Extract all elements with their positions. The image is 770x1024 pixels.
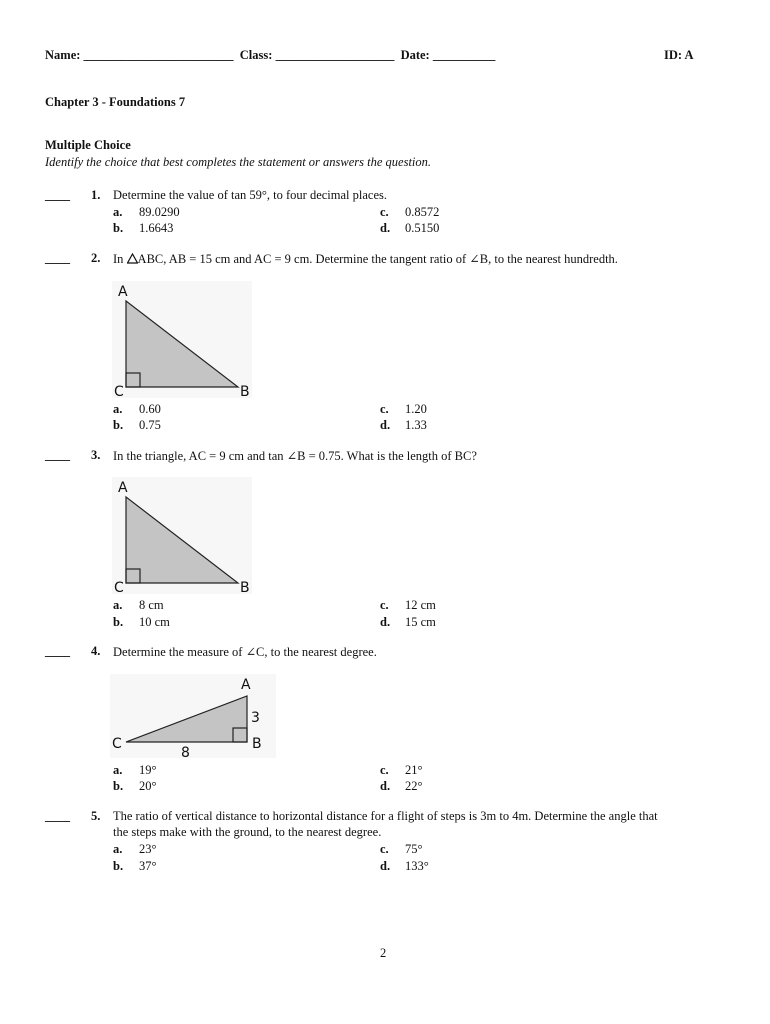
vertex-label-c: C [112, 736, 122, 752]
vertex-label-b: B [252, 736, 262, 752]
option-a[interactable]: 8 cm [139, 598, 164, 612]
date-label: Date: [400, 48, 430, 62]
vertex-label-b: B [240, 384, 250, 398]
option-c[interactable]: 21° [405, 763, 423, 777]
question-text-line-1: The ratio of vertical distance to horizontal distance for a flight of steps is 3m to 4m. Determine the angle that [113, 809, 658, 823]
option-letter: a. [113, 402, 123, 416]
question-text: In the triangle, AC = 9 cm and tan ∠B = 0.75. What is the length of BC? [113, 449, 477, 463]
question-text [113, 251, 618, 267]
triangle-figure-q3 [112, 477, 252, 594]
option-letter: c. [380, 842, 389, 856]
option-b[interactable]: 0.75 [139, 418, 161, 432]
side-label-horizontal: 8 [181, 745, 190, 760]
option-letter: d. [380, 859, 391, 873]
vertex-label-c: C [114, 580, 124, 594]
option-letter: d. [380, 418, 391, 432]
option-c[interactable]: 0.8572 [405, 205, 440, 219]
option-c[interactable]: 75° [405, 842, 423, 856]
option-c[interactable]: 12 cm [405, 598, 436, 612]
vertex-label-b: B [240, 580, 250, 594]
section-title: Multiple Choice [45, 138, 131, 152]
option-b[interactable]: 37° [139, 859, 157, 873]
question-number: 3. [91, 448, 101, 462]
chapter-title: Chapter 3 - Foundations 7 [45, 95, 186, 109]
option-letter: b. [113, 779, 124, 793]
section-instructions: Identify the choice that best completes the statement or answers the question. [45, 155, 432, 169]
class-label: Class: [239, 48, 273, 62]
name-field[interactable]: ________________________ [83, 48, 234, 62]
option-letter: c. [380, 598, 389, 612]
question-number: 4. [91, 644, 101, 658]
option-letter: a. [113, 598, 123, 612]
option-letter: a. [113, 205, 123, 219]
option-a[interactable]: 89.0290 [139, 205, 180, 219]
option-d[interactable]: 15 cm [405, 615, 436, 629]
option-a[interactable]: 19° [139, 763, 157, 777]
option-letter: d. [380, 615, 391, 629]
option-letter: d. [380, 221, 391, 235]
option-b[interactable]: 20° [139, 779, 157, 793]
option-c[interactable]: 1.20 [405, 402, 427, 416]
question-text: Determine the value of tan 59°, to four decimal places. [113, 188, 387, 202]
vertex-label-a: A [118, 284, 128, 300]
question-text-prefix: In [113, 252, 127, 266]
question-text: Determine the measure of ∠C, to the nearest degree. [113, 645, 377, 659]
answer-blank[interactable]: ____ [45, 644, 70, 658]
option-a[interactable]: 0.60 [139, 402, 161, 416]
triangle-symbol-icon [127, 253, 138, 264]
option-a[interactable]: 23° [139, 842, 157, 856]
option-letter: c. [380, 763, 389, 777]
side-label-vertical: 3 [251, 710, 260, 726]
header-line [45, 48, 495, 63]
option-letter: b. [113, 859, 124, 873]
option-d[interactable]: 133° [405, 859, 429, 873]
option-d[interactable]: 1.33 [405, 418, 427, 432]
answer-blank[interactable]: ____ [45, 809, 70, 823]
question-text-line-2: the steps make with the ground, to the nearest degree. [113, 825, 382, 839]
option-letter: c. [380, 205, 389, 219]
triangle-figure-q2 [112, 281, 252, 398]
option-b[interactable]: 10 cm [139, 615, 170, 629]
question-number: 1. [91, 188, 101, 202]
answer-blank[interactable]: ____ [45, 448, 70, 462]
answer-blank[interactable]: ____ [45, 188, 70, 202]
date-field[interactable]: __________ [432, 48, 496, 62]
option-letter: a. [113, 842, 123, 856]
option-d[interactable]: 0.5150 [405, 221, 440, 235]
vertex-label-a: A [241, 677, 251, 693]
vertex-label-a: A [118, 480, 128, 496]
page-number: 2 [380, 946, 387, 960]
name-label: Name: [45, 48, 81, 62]
option-d[interactable]: 22° [405, 779, 423, 793]
answer-blank[interactable]: ____ [45, 251, 70, 265]
class-field[interactable]: ___________________ [275, 48, 395, 62]
option-b[interactable]: 1.6643 [139, 221, 174, 235]
question-number: 5. [91, 809, 101, 823]
option-letter: b. [113, 418, 124, 432]
question-number: 2. [91, 251, 101, 265]
id-label: ID: A [664, 48, 694, 62]
option-letter: d. [380, 779, 391, 793]
triangle-figure-q4 [110, 672, 276, 760]
option-letter: b. [113, 221, 124, 235]
option-letter: a. [113, 763, 123, 777]
option-letter: c. [380, 402, 389, 416]
option-letter: b. [113, 615, 124, 629]
question-text-body: ABC, AB = 15 cm and AC = 9 cm. Determine the tangent ratio of ∠B, to the nearest hundredth. [137, 252, 618, 266]
vertex-label-c: C [114, 384, 124, 398]
